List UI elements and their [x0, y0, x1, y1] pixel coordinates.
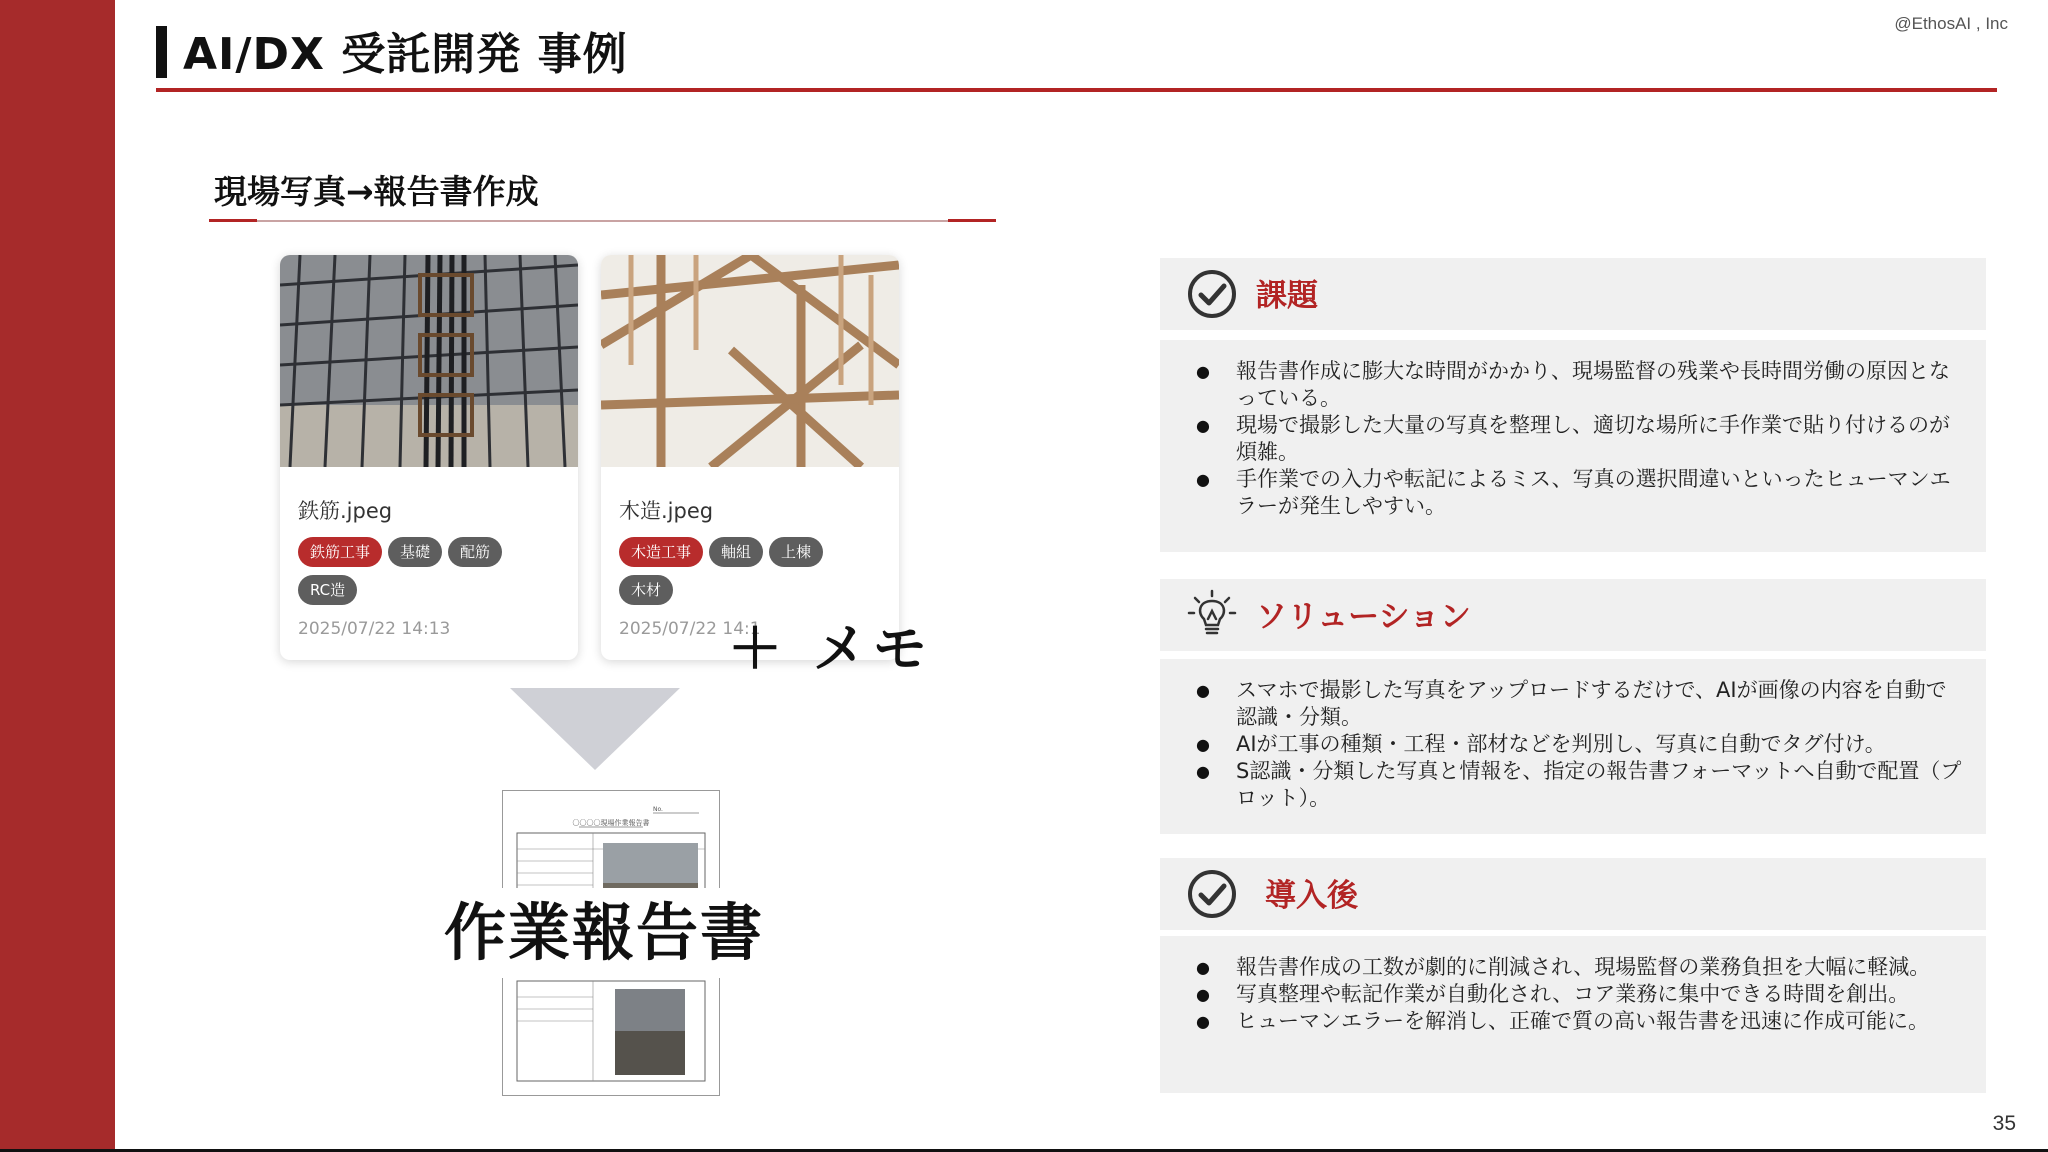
file-name: 木造.jpeg	[619, 499, 714, 523]
section-subtitle: 現場写真→報告書作成	[214, 172, 539, 211]
timber-photo	[601, 255, 899, 467]
title-underline	[156, 88, 1997, 92]
bullet-list	[1196, 677, 1962, 812]
panel-title: 導入後	[1265, 878, 1358, 914]
check-circle-icon	[1186, 268, 1238, 320]
lightbulb-icon	[1186, 589, 1238, 641]
tag-chip: 木材	[619, 575, 673, 605]
list-item: ● S認識・分類した写真と情報を、指定の報告書フォーマットへ自動で配置（プロット）。	[1196, 758, 1962, 812]
tag-list	[619, 537, 889, 613]
panel-body	[1160, 340, 1986, 552]
tag-chip: 鉄筋工事	[298, 537, 382, 567]
tag-chip: 木造工事	[619, 537, 703, 567]
slide-title: AI/DX 受託開発 事例	[183, 29, 628, 80]
page-number: 35	[1992, 1112, 2016, 1135]
subtitle-underline	[209, 220, 996, 222]
report-title: 作業報告書	[444, 888, 744, 978]
bullet-list	[1196, 358, 1962, 520]
tag-chip: RC造	[298, 575, 357, 605]
panel-title: ソリューション	[1256, 599, 1471, 635]
bullet-list	[1196, 954, 1962, 1035]
list-item: ● ヒューマンエラーを解消し、正確で質の高い報告書を迅速に作成可能に。	[1196, 1008, 1962, 1035]
panel-header	[1160, 579, 1986, 651]
check-circle-icon	[1186, 868, 1238, 920]
company-credit: @EthosAI , Inc	[1894, 14, 2008, 33]
tag-chip: 軸組	[709, 537, 763, 567]
photo-card-rebar	[280, 255, 578, 660]
panel-header	[1160, 258, 1986, 330]
panel-header	[1160, 858, 1986, 930]
card-date: 2025/07/22 14:1	[619, 619, 761, 639]
panel-title: 課題	[1256, 278, 1318, 314]
sidebar-accent	[0, 0, 115, 1152]
tag-chip: 上棟	[769, 537, 823, 567]
list-item: ● スマホで撮影した写真をアップロードするだけで、AIが画像の内容を自動で認識・分類。	[1196, 677, 1962, 731]
list-item: ● 手作業での入力や転記によるミス、写真の選択間違いといったヒューマンエラーが発生しやすい。	[1196, 466, 1962, 520]
tag-chip: 配筋	[448, 537, 502, 567]
list-item: ● 現場で撮影した大量の写真を整理し、適切な場所に手作業で貼り付けるのが煩雑。	[1196, 412, 1962, 466]
file-name: 鉄筋.jpeg	[298, 499, 393, 523]
panel-body	[1160, 936, 1986, 1093]
down-arrow-icon	[510, 688, 680, 770]
tag-list	[298, 537, 568, 613]
rebar-photo	[280, 255, 578, 467]
title-marker	[156, 26, 167, 78]
report-heading: 〇〇〇〇現場作業報告書	[572, 819, 650, 827]
list-item: ● AIが工事の種類・工程・部材などを判別し、写真に自動でタグ付け。	[1196, 731, 1962, 758]
panel-body	[1160, 659, 1986, 834]
photo-card-timber	[601, 255, 899, 660]
memo-label: ＋ メモ	[728, 617, 933, 680]
report-no: No.	[653, 806, 663, 813]
list-item: ● 報告書作成の工数が劇的に削減され、現場監督の業務負担を大幅に軽減。	[1196, 954, 1962, 981]
list-item: ● 写真整理や転記作業が自動化され、コア業務に集中できる時間を創出。	[1196, 981, 1962, 1008]
list-item: ● 報告書作成に膨大な時間がかかり、現場監督の残業や長時間労働の原因となっている。	[1196, 358, 1962, 412]
card-date: 2025/07/22 14:13	[298, 619, 451, 639]
tag-chip: 基礎	[388, 537, 442, 567]
